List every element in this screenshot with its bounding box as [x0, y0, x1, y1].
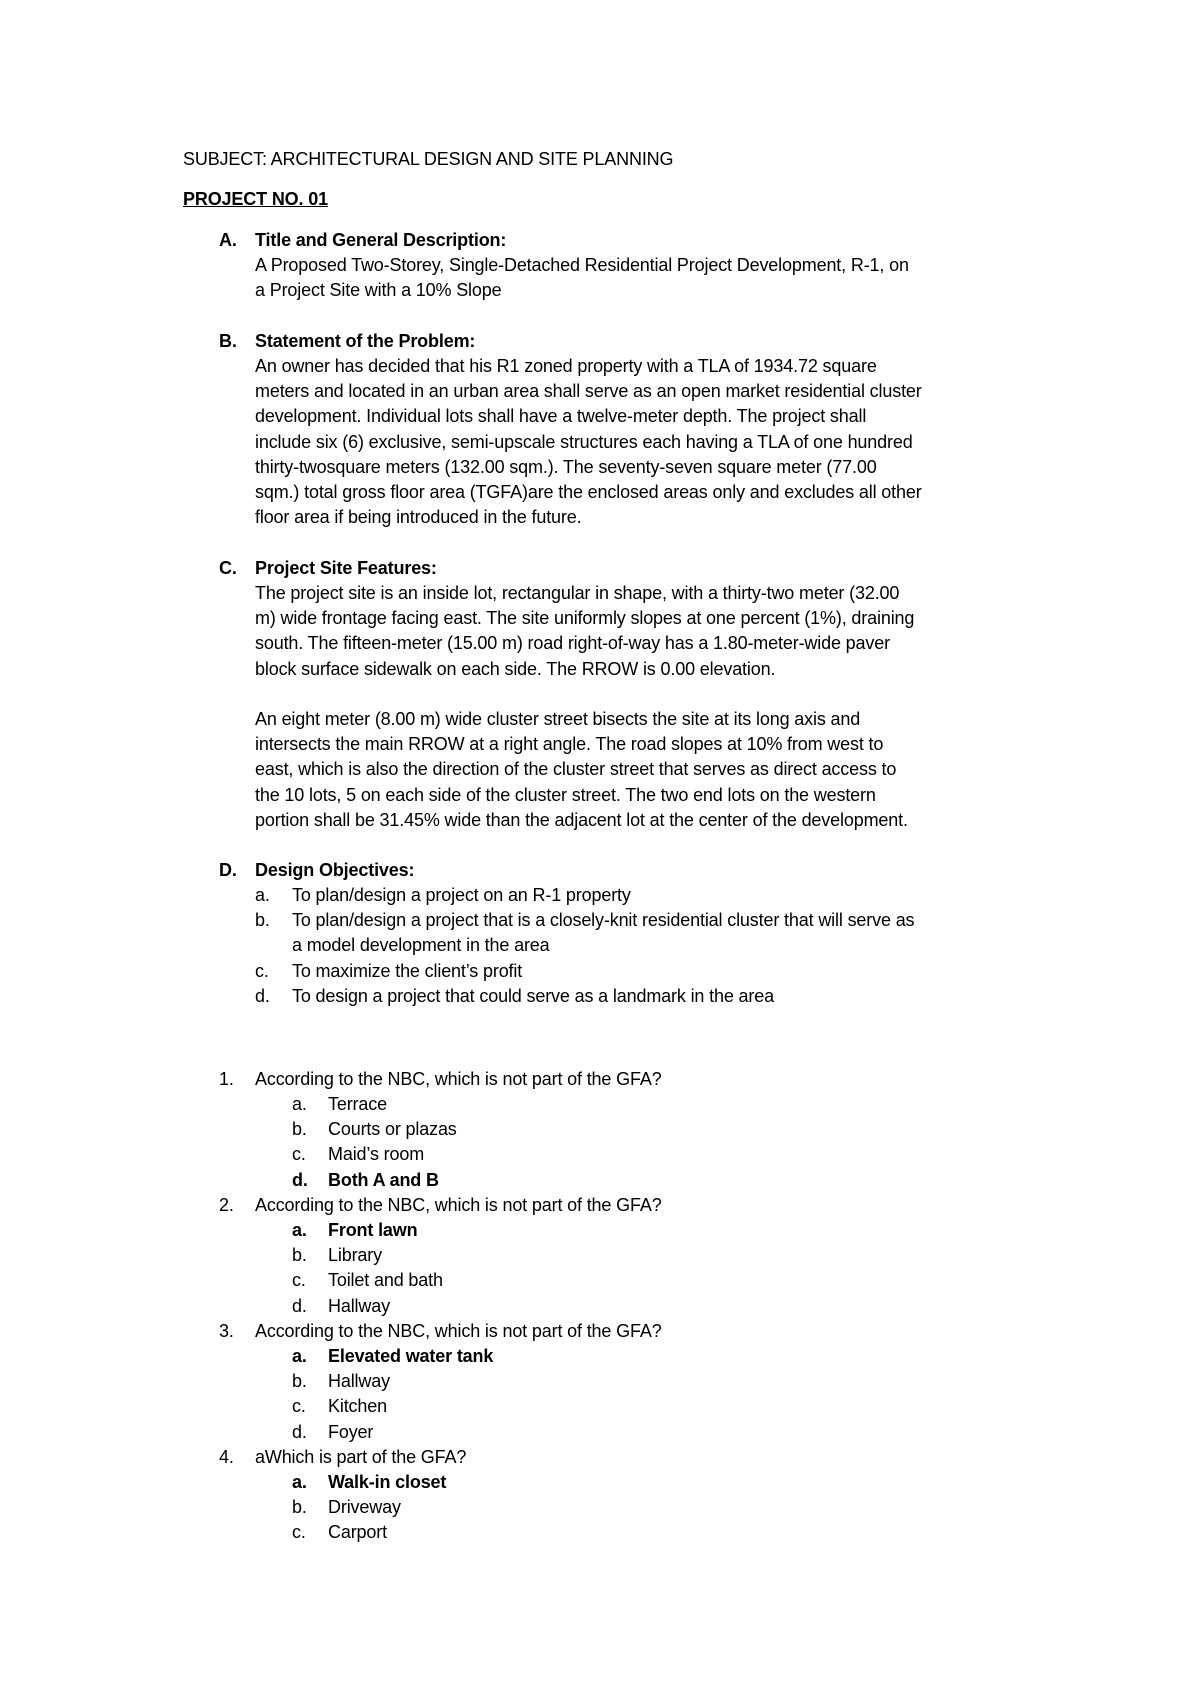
correct-choice-text: Elevated water tank [328, 1346, 494, 1366]
choice-letter: b. [292, 1245, 307, 1265]
paragraph-line: An eight meter (8.00 m) wide cluster street bisects the site at its long axis and [255, 709, 861, 729]
section-letter: D. [219, 860, 237, 880]
choice-text: Hallway [328, 1296, 390, 1316]
choice-letter: b. [292, 1119, 307, 1139]
question-text: According to the NBC, which is not part of the GFA? [255, 1195, 662, 1215]
choice-text: Driveway [328, 1497, 401, 1517]
project-number-heading: PROJECT NO. 01 [183, 189, 328, 209]
correct-choice-text: Walk-in closet [328, 1472, 447, 1492]
choice-text: Foyer [328, 1422, 374, 1442]
question-number: 2. [219, 1195, 234, 1215]
section-heading: Project Site Features: [255, 558, 437, 578]
objective-text: To plan/design a project on an R-1 property [292, 885, 631, 905]
section-letter: B. [219, 331, 237, 351]
choice-text: Courts or plazas [328, 1119, 457, 1139]
choice-letter: c. [292, 1144, 306, 1164]
objective-letter: c. [255, 961, 269, 981]
paragraph-line: The project site is an inside lot, rectangular in shape, with a thirty-two meter (32.00 [255, 583, 900, 603]
paragraph-line: development. Individual lots shall have a twelve-meter depth. The project shall [255, 406, 867, 427]
question-number: 3. [219, 1321, 234, 1341]
section-letter: C. [219, 558, 237, 578]
question-text: According to the NBC, which is not part of the GFA? [255, 1321, 662, 1341]
paragraph-line: the 10 lots, 5 on each side of the cluster street. The two end lots on the western [255, 784, 876, 805]
objective-letter: d. [255, 986, 270, 1006]
objective-text: To maximize the client’s profit [292, 961, 523, 981]
choice-letter: b. [292, 1497, 307, 1517]
correct-choice-text: Front lawn [328, 1220, 418, 1240]
correct-choice-letter: a. [292, 1472, 307, 1492]
question-text: According to the NBC, which is not part of the GFA? [255, 1069, 662, 1089]
objective-text: To design a project that could serve as a landmark in the area [292, 986, 774, 1006]
section-paragraph [255, 581, 1035, 682]
correct-choice-letter: a. [292, 1220, 307, 1240]
choice-text: Maid’s room [328, 1144, 425, 1164]
section-heading: Statement of the Problem: [255, 331, 476, 351]
objective-text: a model development in the area [292, 935, 550, 955]
paragraph-line: floor area if being introduced in the future. [255, 507, 582, 528]
section-paragraph [255, 354, 1035, 530]
paragraph-line: intersects the main RROW at a right angle. The road slopes at 10% from west to [255, 734, 884, 755]
choice-text: Kitchen [328, 1396, 387, 1416]
question-number: 4. [219, 1447, 234, 1467]
paragraph-line: sqm.) total gross floor area (TGFA)are the enclosed areas only and excludes all other [255, 482, 922, 503]
subject-line: SUBJECT: ARCHITECTURAL DESIGN AND SITE PLANNING [183, 149, 674, 169]
paragraph-line: south. The fifteen-meter (15.00 m) road right-of-way has a 1.80-meter-wide paver [255, 633, 890, 654]
question-number: 1. [219, 1069, 234, 1089]
question-text: aWhich is part of the GFA? [255, 1447, 467, 1467]
choice-letter: a. [292, 1094, 307, 1114]
paragraph-line: include six (6) exclusive, semi-upscale structures each having a TLA of one hundred [255, 431, 913, 452]
paragraph-line: m) wide frontage facing east. The site uniformly slopes at one percent (1%), draining [255, 608, 915, 629]
choice-letter: c. [292, 1396, 306, 1416]
correct-choice-letter: a. [292, 1346, 307, 1366]
section-letter: A. [219, 230, 237, 250]
choice-text: Hallway [328, 1371, 390, 1391]
paragraph-line: meters and located in an urban area shall serve as an open market residential cluster [255, 381, 922, 402]
objective-letter: a. [255, 885, 270, 905]
paragraph-line: portion shall be 31.45% wide than the adjacent lot at the center of the development. [255, 809, 908, 830]
choice-letter: d. [292, 1296, 307, 1316]
objective-letter: b. [255, 910, 270, 930]
choice-letter: c. [292, 1522, 306, 1542]
paragraph-line: a Project Site with a 10% Slope [255, 280, 502, 301]
paragraph-line: thirty-twosquare meters (132.00 sqm.). The seventy-seven square meter (77.00 [255, 456, 877, 477]
section-paragraph [255, 707, 1035, 833]
section-paragraph [255, 253, 1035, 303]
choice-letter: c. [292, 1270, 306, 1290]
section-heading: Design Objectives: [255, 860, 415, 880]
section-heading: Title and General Description: [255, 230, 507, 250]
paragraph-line: An owner has decided that his R1 zoned property with a TLA of 1934.72 square [255, 356, 877, 376]
choice-text: Library [328, 1245, 382, 1265]
paragraph-line: east, which is also the direction of the cluster street that serves as direct access to [255, 759, 897, 780]
choice-text: Carport [328, 1522, 387, 1542]
correct-choice-text: Both A and B [328, 1170, 439, 1190]
choice-text: Toilet and bath [328, 1270, 443, 1290]
choice-letter: b. [292, 1371, 307, 1391]
choice-letter: d. [292, 1422, 307, 1442]
paragraph-line: block surface sidewalk on each side. The RROW is 0.00 elevation. [255, 658, 776, 679]
correct-choice-letter: d. [292, 1170, 308, 1190]
paragraph-line: A Proposed Two-Storey, Single-Detached Residential Project Development, R-1, on [255, 255, 909, 275]
choice-text: Terrace [328, 1094, 387, 1114]
objective-text: To plan/design a project that is a closely-knit residential cluster that will serve as [292, 910, 915, 930]
